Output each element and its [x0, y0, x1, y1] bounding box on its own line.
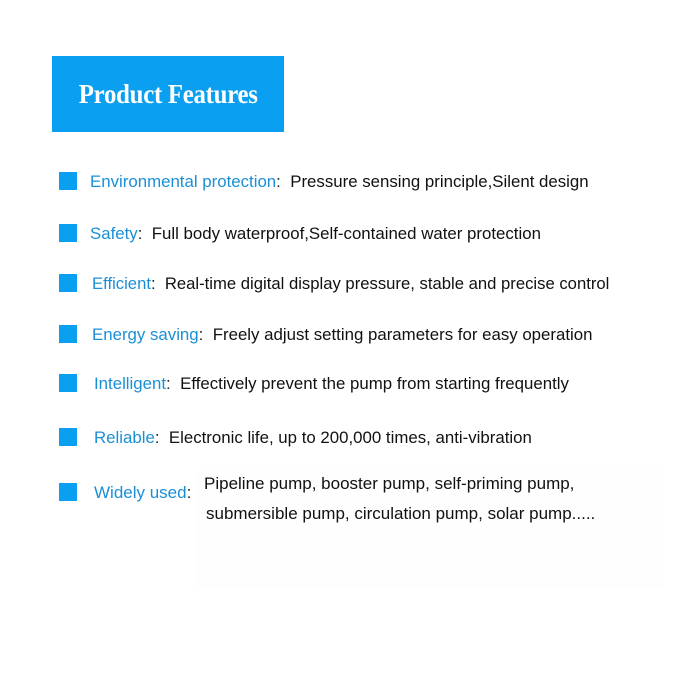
square-bullet-icon [59, 483, 77, 501]
feature-colon: : [198, 325, 204, 344]
feature-safety [0, 219, 700, 249]
feature-colon: : [186, 483, 192, 502]
feature-widely-used [0, 474, 700, 538]
feature-label: Environmental protection [90, 172, 277, 191]
feature-description: Freely adjust setting parameters for easy operation [212, 325, 593, 344]
feature-description: Pressure sensing principle,Silent design [290, 172, 589, 191]
feature-text [90, 223, 541, 245]
feature-description: Real-time digital display pressure, stable and precise control [164, 274, 610, 293]
feature-text [92, 273, 609, 295]
feature-label: Widely used [94, 483, 187, 502]
feature-description-line-1: Pipeline pump, booster pump, self-priming pump, [204, 474, 575, 493]
feature-label: Reliable [94, 428, 155, 447]
feature-description: Effectively prevent the pump from starting frequently [180, 374, 569, 393]
feature-label: Efficient [92, 274, 151, 293]
page-title: Product Features [78, 78, 258, 109]
square-bullet-icon [59, 428, 77, 446]
feature-colon: : [276, 172, 281, 191]
feature-description: Electronic life, up to 200,000 times, anti-vibration [168, 428, 532, 447]
square-bullet-icon [59, 274, 77, 292]
feature-reliable [0, 423, 700, 453]
feature-text [90, 171, 589, 193]
feature-description-line-2: submersible pump, circulation pump, solar pump..... [206, 504, 596, 523]
feature-colon: : [137, 224, 143, 243]
feature-colon: : [154, 428, 160, 447]
feature-text [94, 427, 532, 449]
square-bullet-icon [59, 172, 77, 190]
feature-text [94, 482, 191, 504]
square-bullet-icon [59, 224, 77, 242]
feature-text [92, 324, 593, 346]
feature-colon: : [150, 274, 156, 293]
feature-efficient [0, 269, 700, 299]
feature-intelligent [0, 369, 700, 399]
feature-label: Safety [90, 224, 138, 243]
feature-label: Energy saving [92, 325, 199, 344]
feature-environmental-protection [0, 167, 700, 197]
feature-text [94, 373, 569, 395]
feature-energy-saving [0, 320, 700, 350]
feature-description: Full body waterproof,Self-contained water protection [151, 224, 541, 243]
feature-colon: : [166, 374, 171, 393]
feature-label: Intelligent [94, 374, 167, 393]
square-bullet-icon [59, 325, 77, 343]
square-bullet-icon [59, 374, 77, 392]
